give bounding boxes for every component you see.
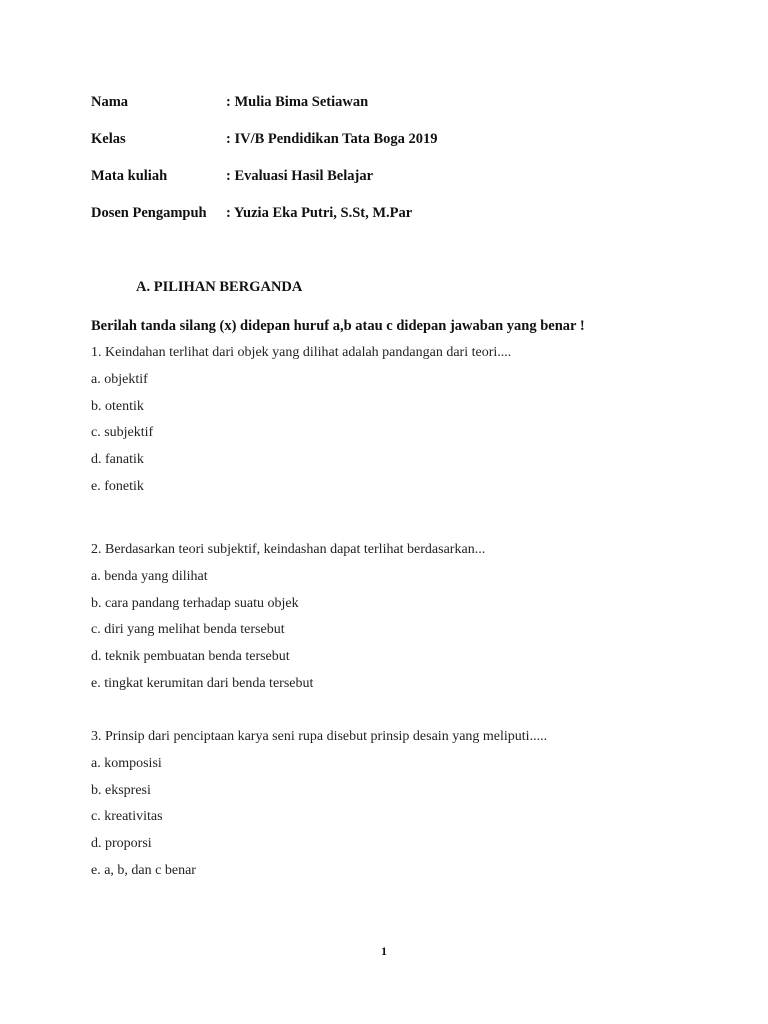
question-text: 3. Prinsip dari penciptaan karya seni rupa disebut prinsip desain yang meliputi..... [91,729,548,744]
info-label: Kelas [91,131,126,147]
option-b: b. cara pandang terhadap suatu objek [91,595,299,611]
info-value: : Yuzia Eka Putri, S.St, M.Par [226,205,413,221]
option-c: c. kreativitas [91,809,163,825]
info-value: : Evaluasi Hasil Belajar [226,168,374,184]
instruction-text: Berilah tanda silang (x) didepan huruf a,b atau c didepan jawaban yang benar ! [91,318,585,334]
section-title: A. PILIHAN BERGANDA [136,279,303,295]
question-1 [91,340,511,501]
page-number: 1 [381,944,387,958]
option-c: c. diri yang melihat benda tersebut [91,622,285,638]
option-b: b. otentik [91,398,144,414]
info-row-dosen [91,205,412,222]
option-e: e. tingkat kerumitan dari benda tersebut [91,675,314,691]
option-e: e. a, b, dan c benar [91,862,196,878]
info-label: Nama [91,94,129,110]
option-d: d. fanatik [91,452,144,468]
info-label: Dosen Pengampuh [91,205,207,221]
option-c: c. subjektif [91,425,154,441]
option-d: d. proporsi [91,836,152,852]
question-2 [91,537,485,698]
option-a: a. objektif [91,371,148,387]
question-text: 1. Keindahan terlihat dari objek yang dilihat adalah pandangan dari teori.... [91,345,512,360]
info-label: Mata kuliah [91,168,168,184]
option-a: a. komposisi [91,755,162,771]
info-row-nama [91,94,368,111]
option-a: a. benda yang dilihat [91,568,208,584]
question-3 [91,724,547,885]
option-b: b. ekspresi [91,782,151,798]
question-text: 2. Berdasarkan teori subjektif, keindashan dapat terlihat berdasarkan... [91,542,486,557]
info-row-kelas [91,131,438,148]
option-d: d. teknik pembuatan benda tersebut [91,649,290,665]
info-value: : Mulia Bima Setiawan [226,94,369,110]
info-value: : IV/B Pendidikan Tata Boga 2019 [226,131,438,147]
info-row-mata-kuliah [91,168,373,185]
option-e: e. fonetik [91,478,144,494]
